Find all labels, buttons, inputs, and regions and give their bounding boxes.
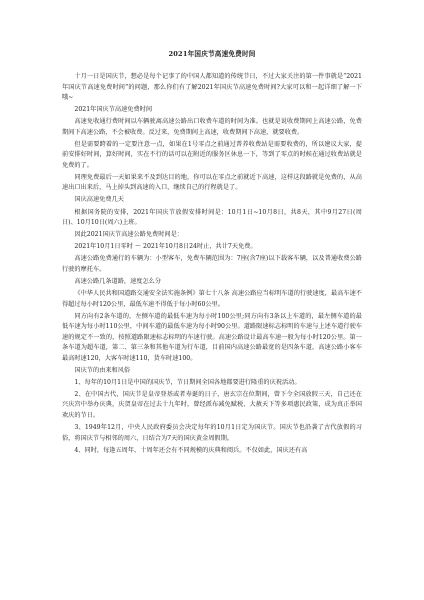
paragraph: 1、每年的10月1日是中国的国庆节，节日期间全国各地都要进行隆重的庆祝活动。 — [74, 378, 301, 386]
section-heading: 高速公路几条道路，速度怎么分 — [74, 277, 162, 285]
paragraph: 但是需要跨着的一定要注意一点，如果在1号零点之前通过普养收费站是需要收费的，所以建议大家，提前安排好时间，算好时间，实在不行的话可以在附近的服务区休息一下，等到了零点的时候在通过收费站就是免费的了。 — [62, 140, 362, 169]
paragraph: 同方向有2条车道的，左侧车道的最低车速为每小时100公里;同方向有3条以上车道的，最左侧车道的最低车速为每小时110公里，中间车道的最低车速为每小时90公里。道路限速标志标明的车速与上述车道行驶车速的规定不一致的，按照道路限速标志标明的车速行驶。高速公路设计最高车速一般为每小时120公里。第一条车道为超车道，第二、第三条和其他车道为行车道，目前国内高速公路最宽的是四条车道，高速公路小客车最高时速120，大客车时速110，货车时速100。 — [62, 312, 362, 362]
paragraph: 4、同时，每逢五周年、十周年还会有不同规模的庆典和阅兵。不仅如此，国庆还有高 — [74, 446, 308, 454]
section-heading: 因此2021国庆节高速公路免费时间是： — [74, 231, 183, 239]
paragraph: 2、在中国古代，国庆节是皇帝登基或者寿诞的日子，唐玄宗在位期间，曾下令全国放假三天，自己还在兴庆宫中举办庆典，庆贺皇帝在过去十九年时，曾经派布减免赋税、大赦天下等多项惠民政策，成为真正举国欢庆的节日。 — [62, 390, 362, 419]
paragraph: 高速公路免费通行的车辆为：小型客车，免费车辆范围为：7座(含7座)以下载客车辆，以及普通收费公路行驶的摩托车。 — [62, 255, 362, 273]
document-body — [62, 72, 362, 456]
paragraph: 同理免费最后一天如果来不及到达目的地，你可以在零点之前就近下高速，这样这段路就是免费的，从高速出口出来后，马上掉头到高速的入口，继续自己的行程就是了。 — [62, 173, 362, 192]
section-heading: 国庆节的由来和风俗 — [74, 366, 131, 374]
section-heading: 国庆高速免费几天 — [74, 196, 124, 204]
paragraph: 《中华人民共和国道路交通安全法实施条例》第七十八条 高速公路应当标明车道的行驶速度，最高车速不得超过每小时120公里，最低车速不得低于每小时60公里。 — [62, 290, 362, 308]
paragraph: 根据国务院的安排，2021年国庆节放假安排时间是：10月1日~10月8日，共8天，其中9月27日(周日)、10月10日(周六)上班。 — [62, 208, 362, 227]
paragraph: 2021年10月1日零时 ～ 2021年10月8日24时止，共计7天免费。 — [74, 243, 257, 251]
paragraph: 高速免收通行费时间以车辆驶离高速公路出口收费车道的时间为准。也就是说收费期间上高速公路，免费期间下高速公路，不会被收费。反过来，免费期间上高速，收费期间下高速，就要收费。 — [62, 118, 362, 136]
paragraph: 十月一日是国庆节，想必是每个记事了的中国人都知道的传统节日，不过大家关注的第一件事就是“2021年国庆节高速免费时间”的问题，那么你们有了解2021年国庆节高速免费时间?大家可以和一起详细了解一下哦~ — [62, 73, 362, 101]
document-title: 2021年国庆节高速免费时间 — [168, 50, 256, 58]
paragraph: 3、1949年12月，中央人民政府委员会决定每年的10月1日定为国庆节。国庆节也沿袭了古代放假的习俗，将国庆节与相邻的周六，日结合为7天的国庆黄金周假期。 — [62, 424, 362, 442]
section-heading: 2021年国庆节高速免费时间 — [74, 106, 153, 114]
